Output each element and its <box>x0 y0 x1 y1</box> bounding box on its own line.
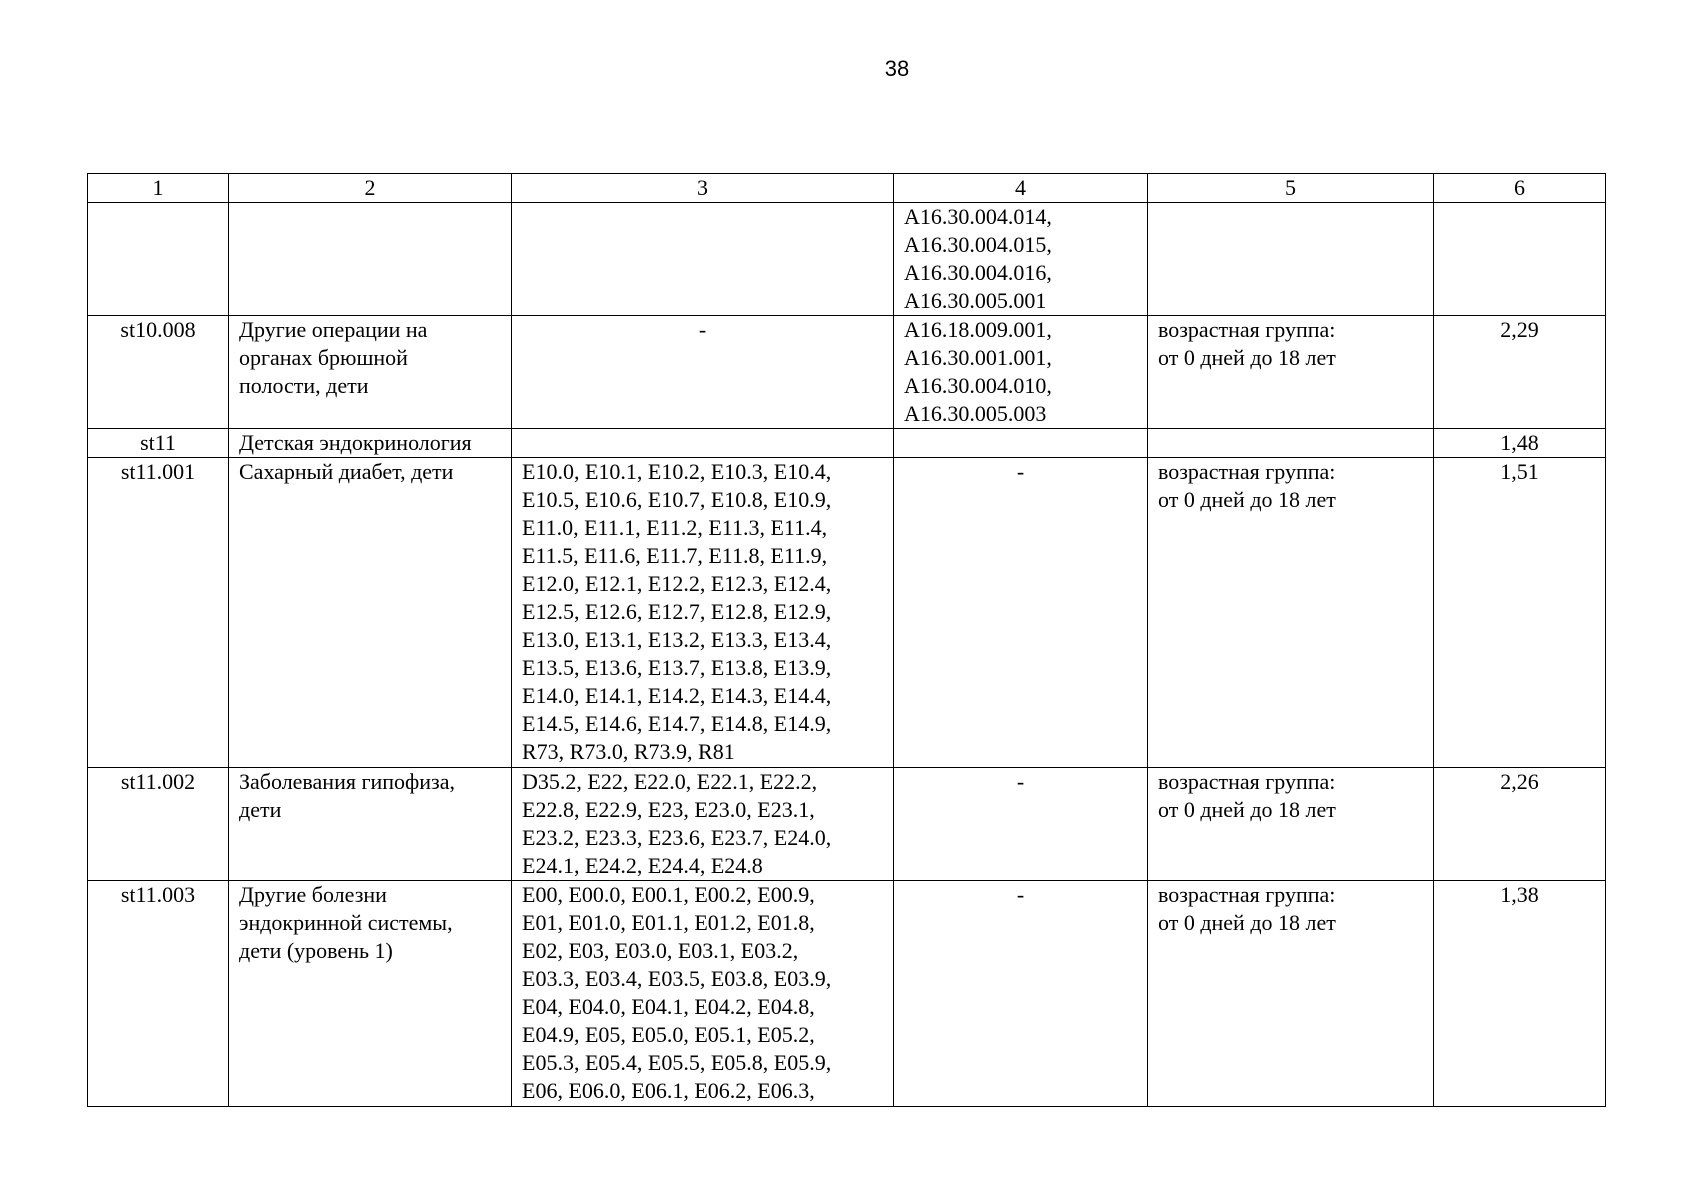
code-cell: st11.003 <box>88 881 229 1107</box>
column-header: 2 <box>229 174 512 203</box>
criteria-cell: возрастная группа: от 0 дней до 18 лет <box>1148 458 1434 768</box>
name-cell: Детская эндокринология <box>229 429 512 458</box>
page-number: 38 <box>884 56 910 81</box>
criteria-cell: возрастная группа: от 0 дней до 18 лет <box>1148 316 1434 429</box>
name-cell: Заболевания гипофиза, дети <box>229 768 512 881</box>
services-cell <box>894 429 1148 458</box>
diagnoses-cell: E00, E00.0, E00.1, E00.2, E00.9, E01, E01.0, E01.1, E01.2, E01.8, E02, E03, E03.0, E03.1, E03.2, E03.3, E03.4, E03.5, E03.8, E03.9, E04, E04.0, E04.1, E04.2, E04.8, E04.9, E05, E05.0, E05.1, E05.2, E05.3, E05.4, E05.5, E05.8, E05.9, E06, E06.0, E06.1, E06.2, E06.3, <box>512 881 894 1107</box>
coefficient-cell <box>1434 203 1606 316</box>
table-row <box>88 881 1606 1107</box>
column-header: 5 <box>1148 174 1434 203</box>
diagnoses-cell <box>512 429 894 458</box>
column-header: 4 <box>894 174 1148 203</box>
code-cell: st11.002 <box>88 768 229 881</box>
ksg-table <box>87 173 1606 1107</box>
coefficient-cell: 1,48 <box>1434 429 1606 458</box>
coefficient-cell: 2,29 <box>1434 316 1606 429</box>
coefficient-cell: 1,51 <box>1434 458 1606 768</box>
name-cell: Другие болезни эндокринной системы, дети (уровень 1) <box>229 881 512 1107</box>
column-header: 3 <box>512 174 894 203</box>
table-row <box>88 429 1606 458</box>
table-row <box>88 458 1606 768</box>
table-row <box>88 316 1606 429</box>
criteria-cell <box>1148 203 1434 316</box>
services-cell: A16.18.009.001, A16.30.001.001, A16.30.004.010, A16.30.005.003 <box>894 316 1148 429</box>
services-cell: - <box>894 458 1148 768</box>
table-row <box>88 203 1606 316</box>
services-cell: - <box>894 881 1148 1107</box>
column-header: 1 <box>88 174 229 203</box>
criteria-cell <box>1148 429 1434 458</box>
name-cell <box>229 203 512 316</box>
diagnoses-cell <box>512 203 894 316</box>
code-cell: st11.001 <box>88 458 229 768</box>
diagnoses-cell: D35.2, E22, E22.0, E22.1, E22.2, E22.8, E22.9, E23, E23.0, E23.1, E23.2, E23.3, E23.6, E23.7, E24.0, E24.1, E24.2, E24.4, E24.8 <box>512 768 894 881</box>
coefficient-cell: 1,38 <box>1434 881 1606 1107</box>
code-cell: st11 <box>88 429 229 458</box>
name-cell: Сахарный диабет, дети <box>229 458 512 768</box>
coefficient-cell: 2,26 <box>1434 768 1606 881</box>
diagnoses-cell: - <box>512 316 894 429</box>
column-header: 6 <box>1434 174 1606 203</box>
code-cell: st10.008 <box>88 316 229 429</box>
table-header-row <box>88 174 1606 203</box>
criteria-cell: возрастная группа: от 0 дней до 18 лет <box>1148 881 1434 1107</box>
services-cell: A16.30.004.014, A16.30.004.015, A16.30.004.016, A16.30.005.001 <box>894 203 1148 316</box>
table-row <box>88 768 1606 881</box>
services-cell: - <box>894 768 1148 881</box>
diagnoses-cell: E10.0, E10.1, E10.2, E10.3, E10.4, E10.5, E10.6, E10.7, E10.8, E10.9, E11.0, E11.1, E11.2, E11.3, E11.4, E11.5, E11.6, E11.7, E11.8, E11.9, E12.0, E12.1, E12.2, E12.3, E12.4, E12.5, E12.6, E12.7, E12.8, E12.9, E13.0, E13.1, E13.2, E13.3, E13.4, E13.5, E13.6, E13.7, E13.8, E13.9, E14.0, E14.1, E14.2, E14.3, E14.4, E14.5, E14.6, E14.7, E14.8, E14.9, R73, R73.0, R73.9, R81 <box>512 458 894 768</box>
code-cell <box>88 203 229 316</box>
name-cell: Другие операции на органах брюшной полости, дети <box>229 316 512 429</box>
criteria-cell: возрастная группа: от 0 дней до 18 лет <box>1148 768 1434 881</box>
